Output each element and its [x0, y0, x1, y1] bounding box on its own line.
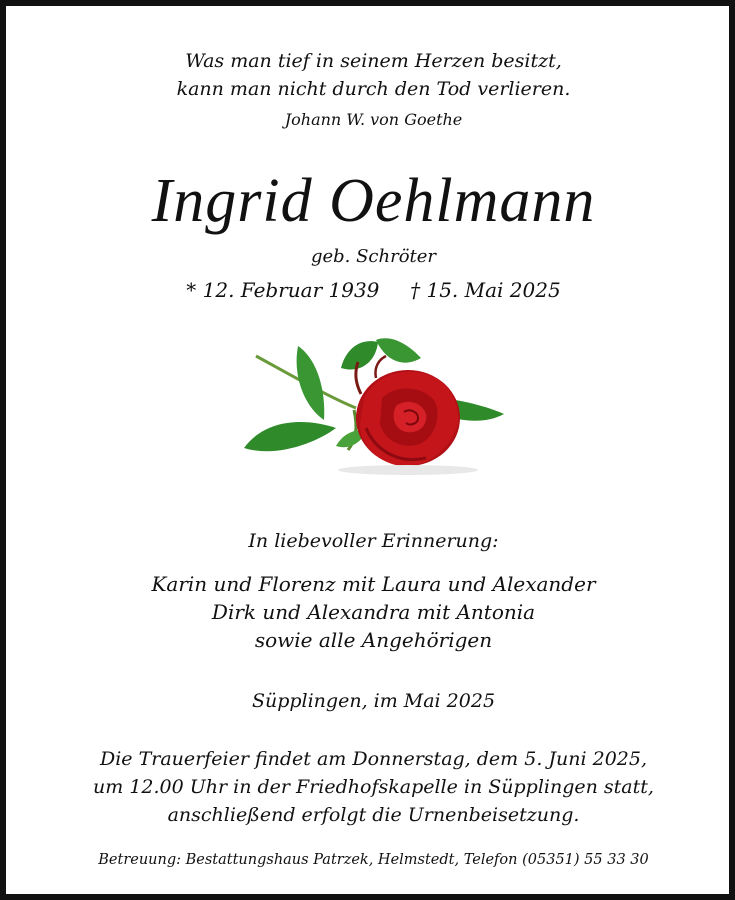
- mourners-line-3: sowie alle Angehörigen: [254, 628, 493, 652]
- deceased-name: Ingrid Oehlmann: [151, 167, 596, 235]
- service-line-2: um 12.00 Uhr in der Friedhofskapelle in Süpplingen statt,: [93, 776, 654, 798]
- place-date: Süpplingen, im Mai 2025: [251, 690, 496, 712]
- quote-line-2: kann man nicht durch den Tod verlieren.: [176, 78, 571, 100]
- death-date: † 15. Mai 2025: [410, 278, 561, 302]
- life-dates: [6, 278, 735, 302]
- service-line-3: anschließend erfolgt die Urnenbeisetzung.: [167, 804, 580, 826]
- mourners-line-2: Dirk und Alexandra mit Antonia: [211, 600, 536, 624]
- quote-line-1: Was man tief in seinem Herzen besitzt,: [185, 50, 562, 72]
- maiden-name: geb. Schröter: [310, 246, 437, 267]
- service-line-1: Die Trauerfeier findet am Donnerstag, dem 5. Juni 2025,: [100, 748, 647, 770]
- quote-author: Johann W. von Goethe: [284, 110, 463, 129]
- mourners-heading: In liebevoller Erinnerung:: [248, 530, 499, 552]
- red-rose-icon: [236, 328, 511, 476]
- birth-date: * 12. Februar 1939: [186, 278, 380, 302]
- mourners-line-1: Karin und Florenz mit Laura und Alexander: [151, 572, 596, 596]
- funeral-home-footer: Betreuung: Bestattungshaus Patrzek, Helmstedt, Telefon (05351) 55 33 30: [98, 852, 649, 868]
